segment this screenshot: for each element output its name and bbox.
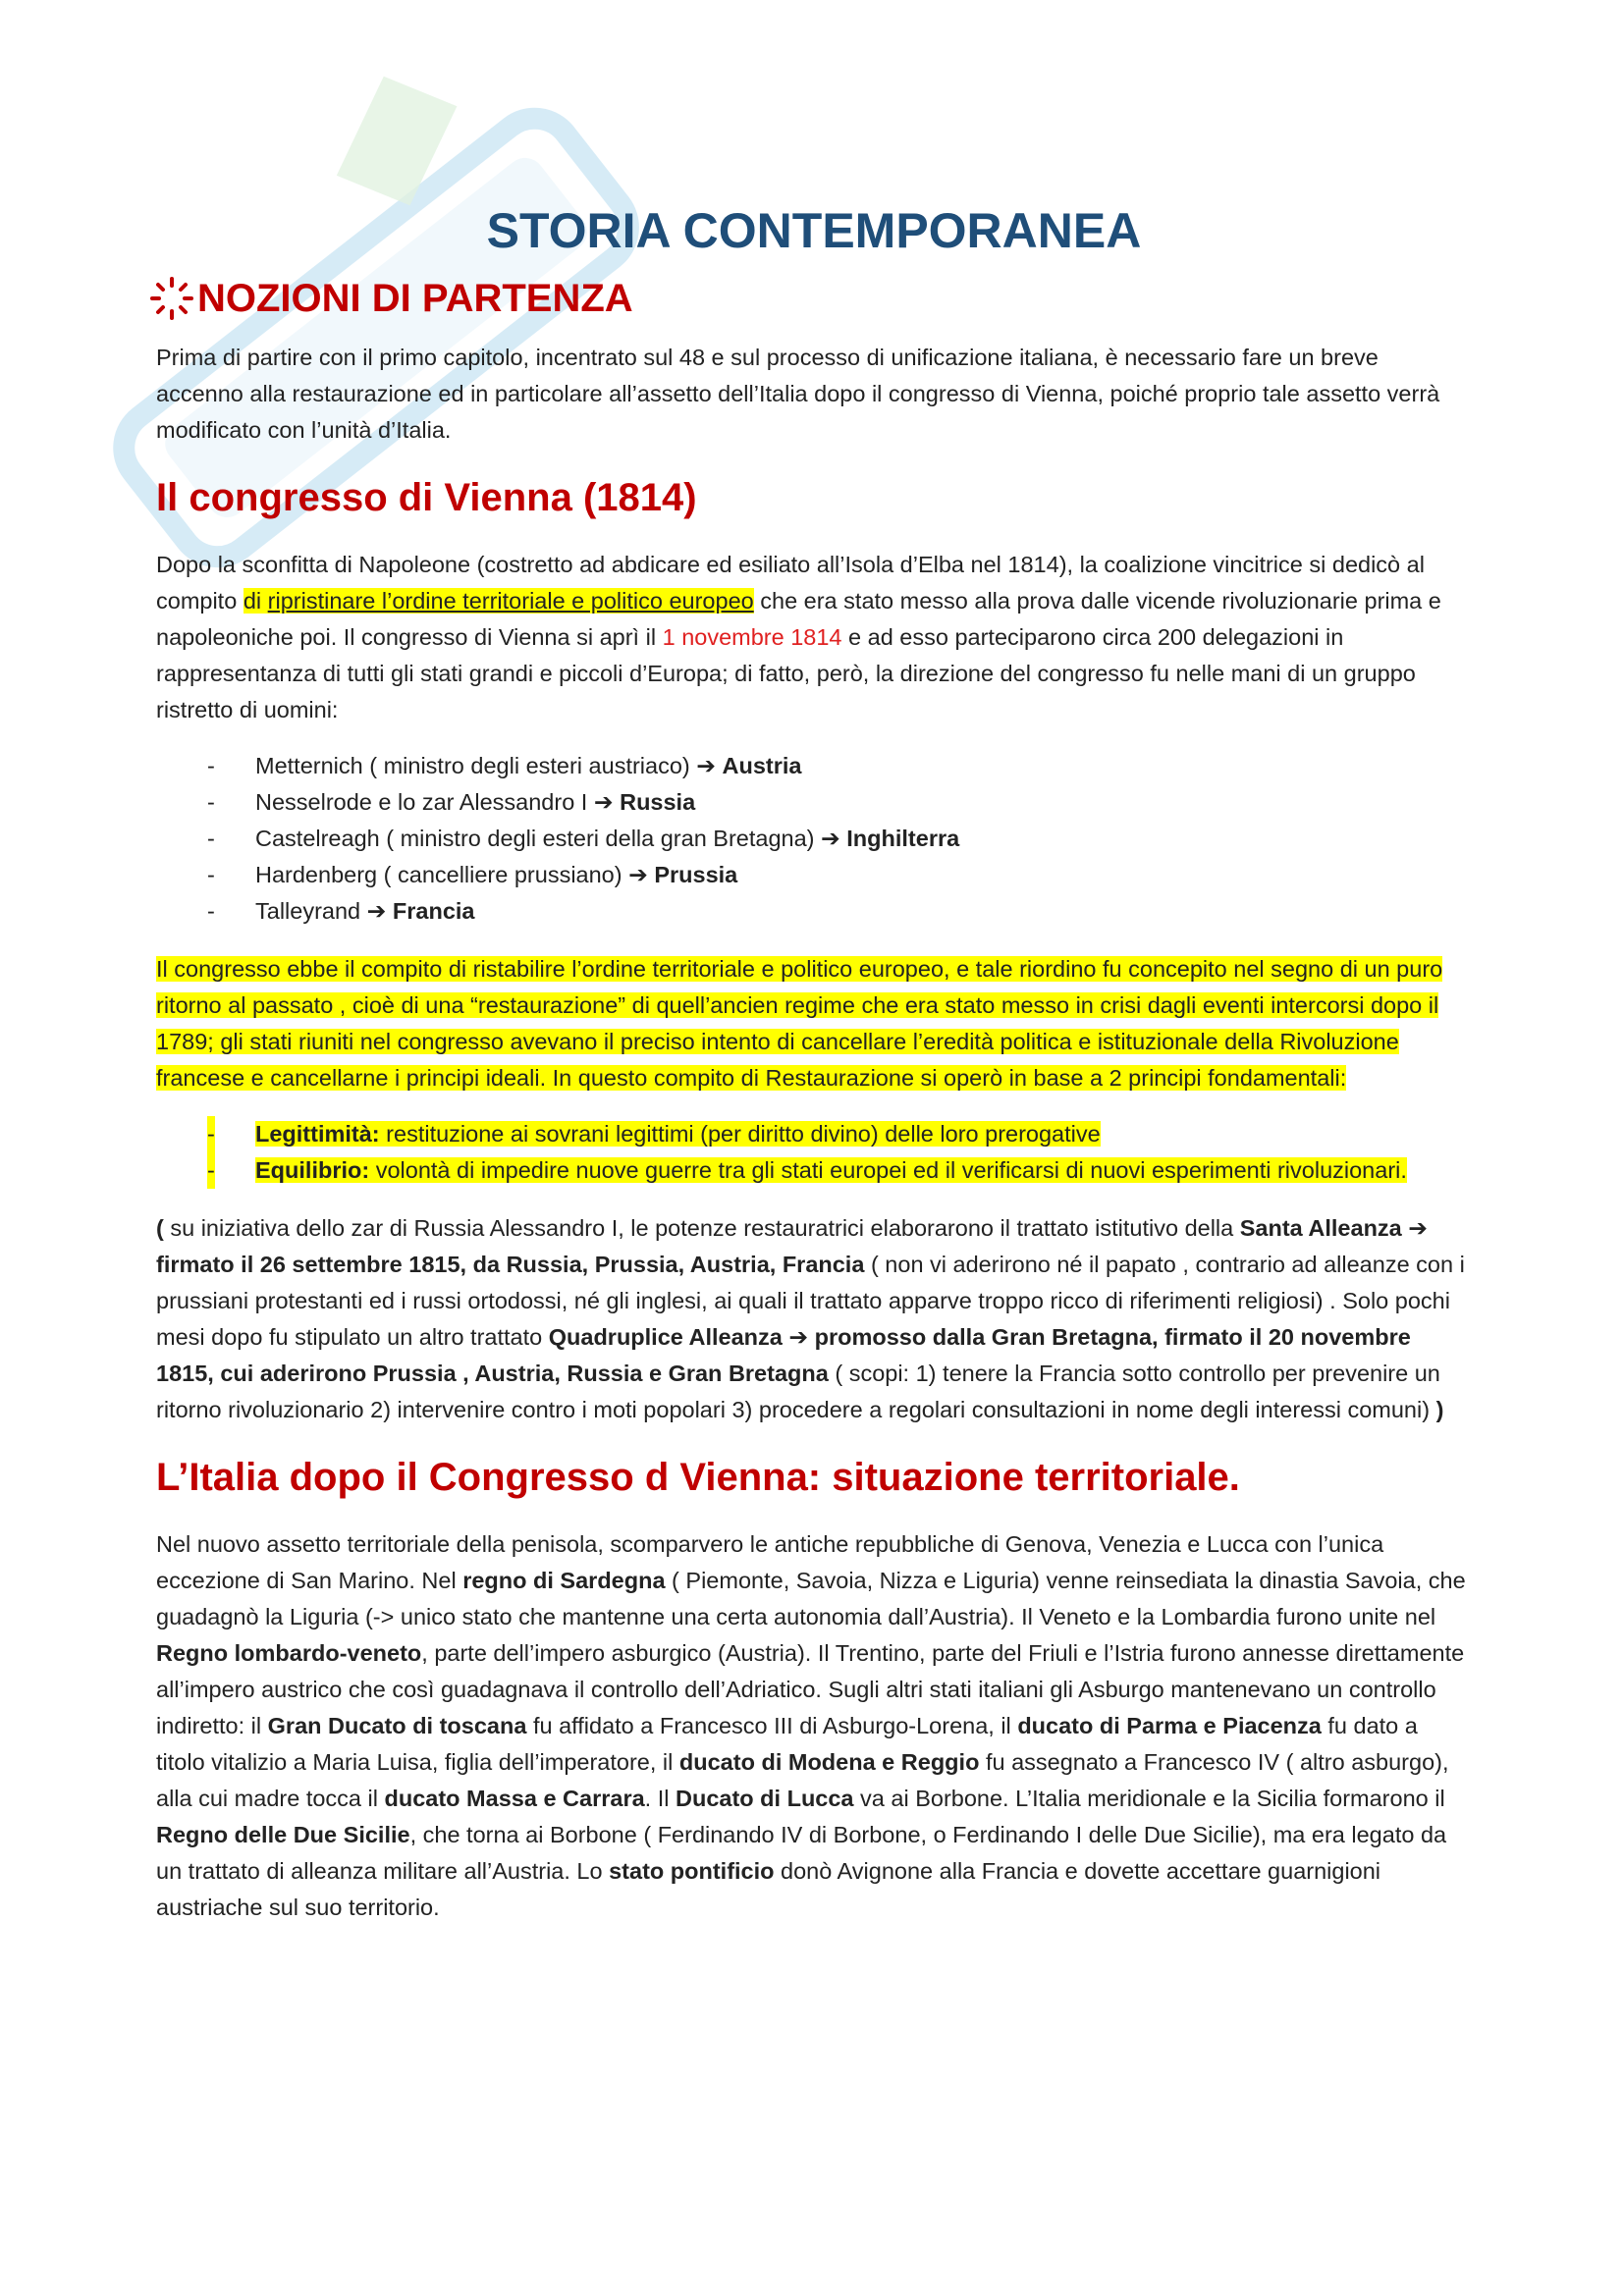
date-text: 1 novembre 1814 (662, 624, 842, 650)
congresso-paragraph (156, 547, 1472, 728)
arrow-icon: ➔ (366, 898, 387, 924)
highlight-run: Il congresso ebbe il compito di ristabilire l’ordine territoriale e politico europeo, e tale riordino fu concepito nel segno di un puro ritorno al passato , cioè di una “restaurazione” di quell’ancien regime che era stato messo in crisi dagli eventi intercorsi dopo il 1789; gli stati riuniti nel congresso avevano il preciso intento di cancellare l’eredità politica e istituzionale della Rivoluzione francese e cancellarne i principi ideali. In questo compito di Restaurazione si operò in base a 2 principi fondamentali: (156, 956, 1443, 1091)
arrow-icon: ➔ (593, 789, 614, 815)
document-title: STORIA CONTEMPORANEA (486, 203, 1142, 258)
arrow-icon: ➔ (821, 826, 840, 851)
list-item: - Metternich ( ministro degli esteri austriaco) ➔ Austria (207, 753, 802, 778)
arrow-icon: ➔ (696, 753, 716, 778)
highlight-run: di (243, 588, 268, 614)
document-page (156, 196, 1472, 1926)
text-run: Dopo la sconfitta di Napoleone (costretto ad abdicare ed esiliato all’Isola d’Elba nel 1814), la coalizione vincitrice si dedicò al compito (156, 552, 1425, 614)
restaurazione-paragraph (156, 951, 1472, 1096)
alleanze-paragraph: ( su iniziativa dello zar di Russia Alessandro I, le potenze restauratrici elaborarono il trattato istitutivo della Santa Alleanza ➔ firmato il 26 settembre 1815, da Russia, Prussia, Austria, Francia ( non vi aderirono né il papato , contrario ad alleanze con i prussiani protestanti ed i russi ortodossi, né gli inglesi, ai quali il trattato apparve troppo ricco di riferimenti religiosi) . Solo pochi mesi dopo fu stipulato un altro trattato Quadruplice Alleanza ➔ promosso dalla Gran Bretagna, firmato il 20 novembre 1815, cui aderirono Prussia , Austria, Russia e Gran Bretagna ( scopi: 1) tenere la Francia sotto controllo per prevenire un ritorno rivoluzionario 2) intervenire contro i moti popolari 3) procedere a regolari consultazioni in nome degli interessi comuni) ) (156, 1215, 1465, 1422)
arrow-icon: ➔ (628, 862, 648, 887)
sunburst-icon (148, 275, 195, 322)
section-nozioni (148, 271, 1472, 326)
highlight-underline-run: ripristinare l’ordine territoriale e politico europeo (267, 588, 754, 614)
intro-paragraph: Prima di partire con il primo capitolo, incentrato sul 48 e sul processo di unificazione italiana, è necessario fare un breve accenno alla restaurazione ed in particolare all’assetto dell’Italia dopo il congresso di Vienna, poiché proprio tale assetto verrà modificato con l’unità d’Italia. (156, 345, 1440, 443)
list-item: - Talleyrand ➔ Francia (207, 898, 475, 924)
list-item: - Hardenberg ( cancelliere prussiano) ➔ Prussia (207, 862, 738, 887)
section-heading-nozioni: NOZIONI DI PARTENZA (197, 277, 633, 320)
delegates-list (156, 748, 1472, 930)
italia-paragraph: Nel nuovo assetto territoriale della penisola, scomparvero le antiche repubbliche di Genova, Venezia e Lucca con l’unica eccezione di San Marino. Nel regno di Sardegna ( Piemonte, Savoia, Nizza e Liguria) venne reinsediata la dinastia Savoia, che guadagnò la Liguria (-> unico stato che mantenne una certa autonomia dall’Austria). Il Veneto e la Lombardia furono unite nel Regno lombardo-veneto, parte dell’impero asburgico (Austria). Il Trentino, parte del Friuli e l’Istria furono annesse direttamente all’impero austrico che così guadagnava il controllo dell’Adriatico. Sugli altri stati italiani gli Asburgo mantenevano un controllo indiretto: il Gran Ducato di toscana fu affidato a Francesco III di Asburgo-Lorena, il ducato di Parma e Piacenza fu dato a titolo vitalizio a Maria Luisa, figlia dell’imperatore, il ducato di Modena e Reggio fu assegnato a Francesco IV ( altro asburgo), alla cui madre tocca il ducato Massa e Carrara. Il Ducato di Lucca va ai Borbone. L’Italia meridionale e la Sicilia formarono il Regno delle Due Sicilie, che torna ai Borbone ( Ferdinando IV di Borbone, o Ferdinando I delle Due Sicilie), ma era legato da un trattato di alleanza militare all’Austria. Lo stato pontificio donò Avignone alla Francia e dovette accettare guarnigioni austriache sul suo territorio. (156, 1531, 1466, 1920)
section-heading-italia: L’Italia dopo il Congresso d Vienna: situazione territoriale. (156, 1456, 1240, 1499)
list-item: - Legittimità: restituzione ai sovrani legittimi (per diritto divino) delle loro prerogative (156, 1116, 1472, 1152)
principles-list (156, 1116, 1472, 1189)
list-item: - Nesselrode e lo zar Alessandro I ➔ Russia (207, 789, 696, 815)
list-item: - Equilibrio: volontà di impedire nuove guerre tra gli stati europei ed il verificarsi di nuovi esperimenti rivoluzionari. (156, 1152, 1472, 1189)
list-item: - Castelreagh ( ministro degli esteri della gran Bretagna) ➔ Inghilterra (207, 826, 960, 851)
text-run: e ad esso parteciparono circa 200 delegazioni in rappresentanza di tutti gli stati grandi e piccoli d’Europa; di fatto, però, la direzione del congresso fu nelle mani di un gruppo ristretto di uomini: (156, 624, 1416, 722)
section-heading-congresso: Il congresso di Vienna (1814) (156, 476, 697, 519)
text-run: che era stato messo alla prova dalle vicende rivoluzionarie prima e napoleoniche poi. Il congresso di Vienna si aprì il (156, 588, 1441, 650)
